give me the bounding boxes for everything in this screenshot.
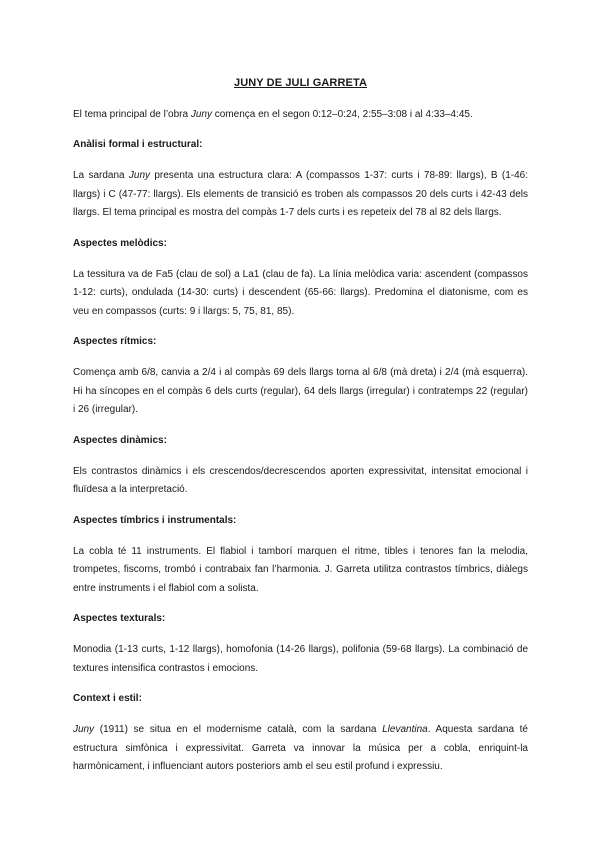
intro-text-after: comença en el segon 0:12–0:24, 2:55–3:08 i al 4:33–4:45. bbox=[211, 109, 473, 120]
intro-work-title: Juny bbox=[190, 109, 212, 120]
context-other-work-title: Llevantina bbox=[382, 724, 428, 735]
section-paragraph-timbral: La cobla té 11 instruments. El flabiol i tamborí marquen el ritme, tibles i tenores fan la melodia, trompetes, fiscorns, trombó i contrabaix fan l’harmonia. J. Garreta utilitza contrastos tímbrics, diàlegs entre instruments i el flabiol com a solista. bbox=[73, 545, 528, 594]
section-heading-formal: Anàlisi formal i estructural: bbox=[73, 139, 203, 150]
formal-text-after: presenta una estructura clara: A (compassos 1-37: curts i 78-89: llargs), B (1-46: llargs) i C (47-77: llargs). Els elements de transició es troben als compassos 20 dels curts i 42-43 dels llargs. El tema principal es mostra del compàs 1-7 dels curts i es repeteix del 78 al 82 dels llargs. bbox=[73, 170, 528, 218]
document-title: JUNY DE JULI GARRETA bbox=[233, 77, 367, 89]
intro-text-before: El tema principal de l’obra bbox=[73, 109, 191, 120]
section-paragraph-context bbox=[73, 721, 528, 777]
formal-text-before: La sardana bbox=[73, 170, 129, 181]
section-paragraph-dynamic: Els contrastos dinàmics i els crescendos/decrescendos aporten expressivitat, intensitat emocional i fluïdesa a la interpretació. bbox=[73, 465, 528, 495]
formal-work-title: Juny bbox=[128, 170, 151, 181]
section-paragraph-formal bbox=[73, 167, 528, 223]
intro-paragraph bbox=[73, 107, 528, 122]
section-heading-rhythmic: Aspectes rítmics: bbox=[73, 336, 157, 347]
section-heading-melodic: Aspectes melòdics: bbox=[73, 237, 167, 249]
document-page bbox=[73, 76, 528, 777]
section-paragraph-melodic: La tessitura va de Fa5 (clau de sol) a La1 (clau de fa). La línia melòdica varia: ascendent (compassos 1-12: curts), ondulada (14-30: curts) i descendent (65-66: llargs). Predomina el diatonisme, com es veu en compassos (curts: 9 i llargs: 5, 75, 81, 85). bbox=[73, 268, 528, 317]
section-heading-dynamic: Aspectes dinàmics: bbox=[73, 434, 167, 446]
section-heading-timbral: Aspectes tímbrics i instrumentals: bbox=[73, 514, 237, 526]
section-heading-textural: Aspectes texturals: bbox=[73, 613, 166, 624]
section-heading-context: Context i estil: bbox=[73, 693, 142, 704]
section-paragraph-textural: Monodia (1-13 curts, 1-12 llargs), homofonia (14-26 llargs), polifonia (59-68 llargs). La combinació de textures intensifica contrastos i emocions. bbox=[73, 644, 528, 674]
context-work-title: Juny bbox=[73, 724, 95, 735]
context-text-end: . Aquesta sardana té estructura simfònica i expressivitat. Garreta va innovar la música per a cobla, enriquint-la harmònicament, i influenciant autors posteriors amb el seu estil profund i expressiu. bbox=[73, 724, 528, 772]
section-paragraph-rhythmic: Comença amb 6/8, canvia a 2/4 i al compàs 69 dels llargs torna al 6/8 (mà dreta) i 2/4 (mà esquerra). Hi ha síncopes en el compàs 6 dels curts (regular), 64 dels llargs (irregular) i contratemps 22 (regular) i 26 (irregular). bbox=[73, 367, 528, 415]
context-text-middle: (1911) se situa en el modernisme català, com la sardana bbox=[94, 724, 383, 735]
